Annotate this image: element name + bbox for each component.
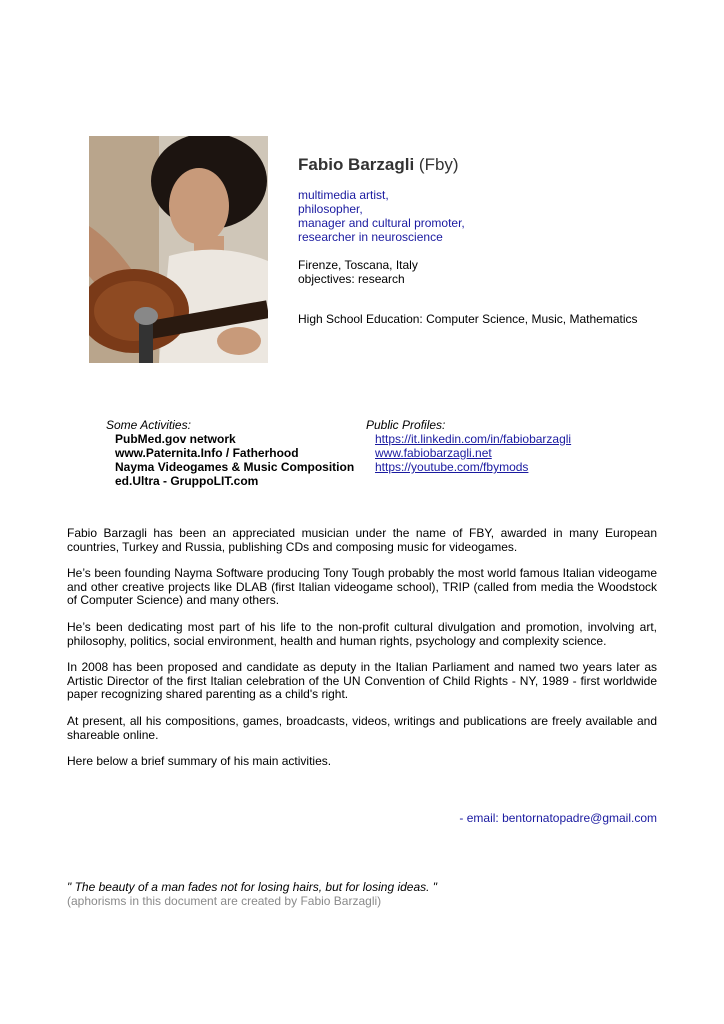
biography: [67, 527, 657, 782]
bio-paragraph: At present, all his compositions, games, broadcasts, videos, writings and publications are freely available and shareable online.: [67, 713, 657, 742]
education: High School Education: Computer Science, Music, Mathematics: [298, 312, 638, 326]
nickname: (Fby): [418, 155, 459, 174]
activity-item: Nayma Videogames & Music Composition: [115, 460, 355, 474]
profile-photo: [89, 136, 268, 363]
location-block: [298, 258, 418, 286]
profiles-heading: Public Profiles:: [366, 418, 446, 432]
activity-item: ed.Ultra - GruppoLIT.com: [115, 474, 259, 488]
activity-item: www.Paternita.Info / Fatherhood: [115, 446, 299, 460]
person-name: [298, 155, 459, 175]
activities-heading: Some Activities:: [106, 418, 191, 432]
role-item: multimedia artist,: [298, 188, 389, 202]
website-link[interactable]: www.fabiobarzagli.net: [375, 446, 492, 460]
full-name: Fabio Barzagli: [298, 155, 415, 174]
bio-paragraph: Here below a brief summary of his main activities.: [67, 754, 332, 769]
activities-section: [106, 418, 354, 488]
youtube-link[interactable]: https://youtube.com/fbymods: [375, 460, 529, 474]
bio-paragraph: In 2008 has been proposed and candidate as deputy in the Italian Parliament and named two years later as Artistic Director of the first Italian celebration of the UN Convention of Child Rights - NY, 1989 - first worldwide paper recognizing shared parenting as a child's right.: [67, 660, 657, 702]
role-item: researcher in neuroscience: [298, 230, 443, 244]
bio-paragraph: He’s been dedicating most part of his life to the non-profit cultural divulgation and promotion, involving art, philosophy, politics, social environment, health and human rights, psychology and complexity science.: [67, 619, 657, 648]
email-link[interactable]: - email: bentornatopadre@gmail.com: [459, 811, 657, 825]
roles-list: [298, 188, 465, 244]
linkedin-link[interactable]: https://it.linkedin.com/in/fabiobarzagli: [375, 432, 572, 446]
quote-block: [67, 880, 437, 908]
location: Firenze, Toscana, Italy: [298, 258, 418, 272]
objectives: objectives: research: [298, 272, 405, 286]
bio-paragraph: Fabio Barzagli has been an appreciated musician under the name of FBY, awarded in many European countries, Turkey and Russia, publishing CDs and composing music for videogames.: [67, 526, 657, 554]
role-item: manager and cultural promoter,: [298, 216, 465, 230]
bio-paragraph: He’s been founding Nayma Software producing Tony Tough probably the most world famous Italian videogame and other creative projects like DLAB (first Italian videogame school), TRIP (called from media the Woodstock of Computer Science) and many others.: [67, 566, 657, 608]
aphorism-note: (aphorisms in this document are created by Fabio Barzagli): [67, 894, 382, 908]
portrait-photo-icon: [89, 136, 268, 363]
role-item: philosopher,: [298, 202, 363, 216]
profiles-section: [366, 418, 571, 474]
aphorism: " The beauty of a man fades not for losing hairs, but for losing ideas. ": [67, 880, 438, 894]
activity-item: PubMed.gov network: [115, 432, 236, 446]
